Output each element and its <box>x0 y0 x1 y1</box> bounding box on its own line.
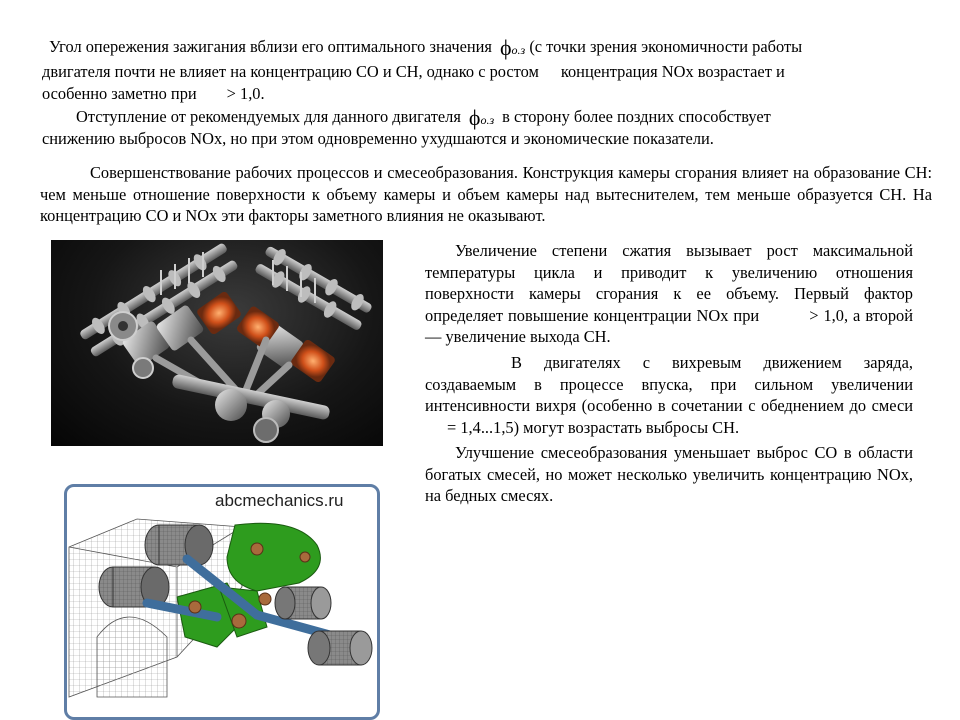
intro-value: > 1,0. <box>226 84 265 103</box>
phi-symbol: ϕ <box>468 105 481 130</box>
compression-text: Увеличение степени сжатия вызывает рост максимальной температуры цикла и приводит к увеличению отношения поверхности камеры сгорания к ее объему. Первый фактор определяет повышение концентрации NOx при <box>425 241 913 325</box>
phi-subscript: о.з <box>480 113 495 127</box>
intro-text: Отступление от рекомендуемых для данного двигателя <box>76 107 461 126</box>
intro-text: Угол опережения зажигания вблизи его оптимального значения <box>49 37 492 56</box>
paragraph-mixture: Улучшение смесеобразования уменьшает выброс CO в области богатых смесей, но может несколько увеличить концентрацию NOx, на бедных смесях. <box>425 443 913 505</box>
phi-subscript: о.з <box>511 43 526 57</box>
vortex-text: В двигателях с вихревым движением заряда, создаваемым в процессе впуска, при сильном увеличении интенсивности вихря (особенно в сочетании с обеднением до смеси <box>425 353 913 415</box>
paragraph-compression <box>425 240 913 348</box>
intro-line-5 <box>42 128 714 150</box>
intro-line-3 <box>42 83 265 105</box>
intro-text: в сторону более поздних способствует <box>502 107 771 126</box>
engine-photo <box>51 240 383 446</box>
paragraph-vortex <box>425 352 913 438</box>
intro-line-2 <box>42 61 785 83</box>
paragraph-combustion: Совершенствование рабочих процессов и смесеобразования. Конструкция камеры сгорания влияет на образование CH: чем меньше отношение поверхности к объему камеры и объем камеры над вытеснителем, тем меньше образуется CH. На концентрацию CO и NOx эти факторы заметного влияния не оказывают. <box>40 163 932 225</box>
v-engine-illustration <box>51 240 383 446</box>
figure-brand-label: abcmechanics.ru <box>215 491 344 510</box>
intro-text: (с точки зрения экономичности работы <box>529 37 803 56</box>
intro-text: концентрация NOx возрастает и <box>560 62 785 81</box>
intro-text: особенно заметно при <box>42 84 197 103</box>
intro-line-1 <box>49 36 802 62</box>
phi-symbol: ϕ <box>499 35 512 60</box>
compression-text: > 1,0, а второй — увеличение выхода CH. <box>425 305 913 346</box>
mechanism-figure-panel <box>64 484 380 720</box>
crank-mechanism-drawing <box>67 487 377 717</box>
intro-text: снижению выбросов NOx, но при этом одновременно ухудшаются и экономические показатели. <box>42 129 714 148</box>
vortex-text: = 1,4...1,5) могут возрастать выбросы CH. <box>447 417 740 437</box>
intro-text: двигателя почти не влияет на концентрацию CO и CH, однако с ростом <box>42 62 539 81</box>
